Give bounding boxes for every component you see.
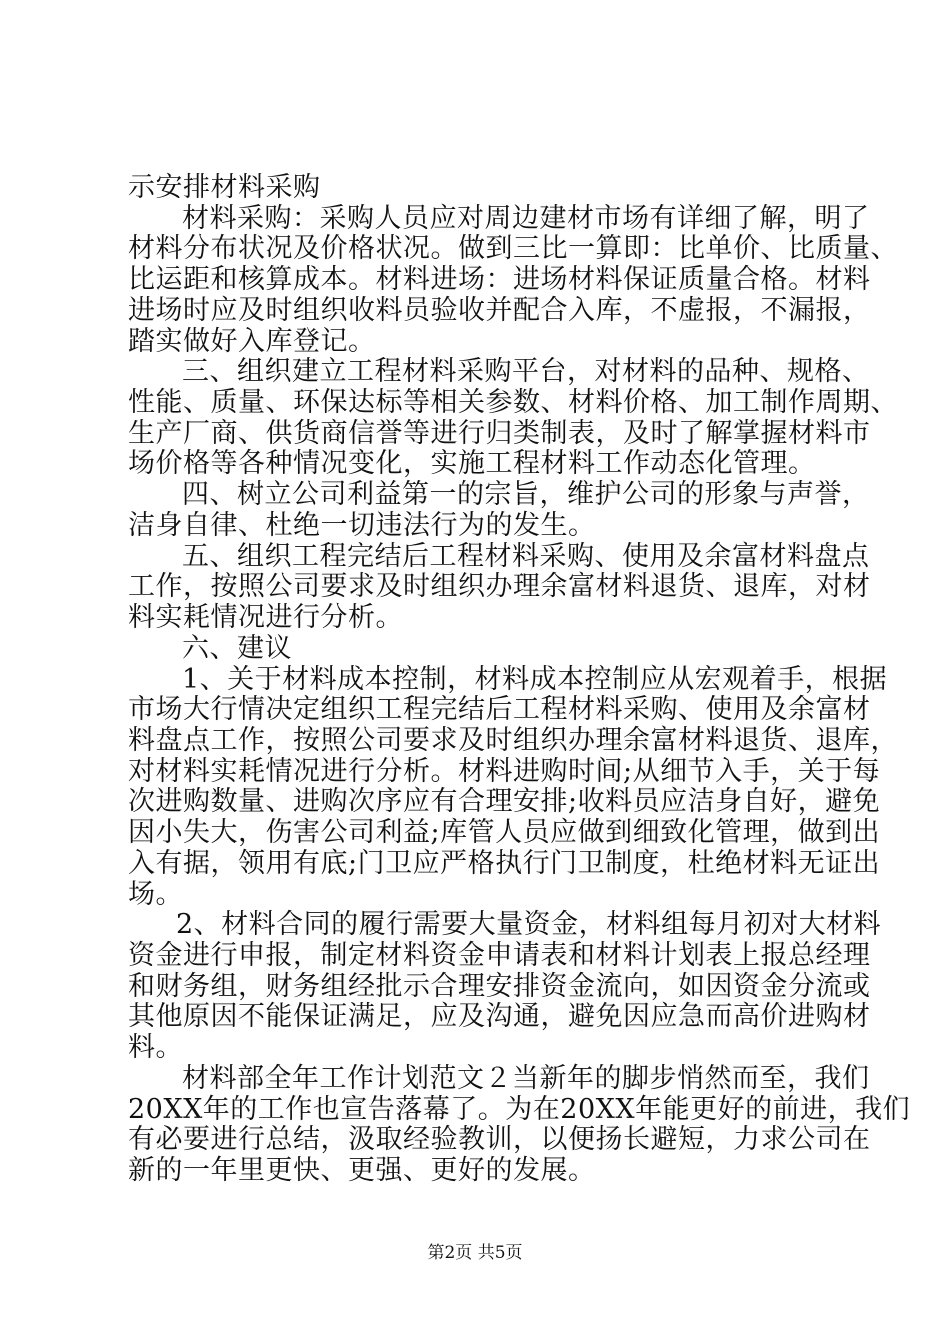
text-line: 五、组织工程完结后工程材料采购、使用及余富材料盘点: [182, 541, 870, 572]
text-line: 四、树立公司利益第一的宗旨，维护公司的形象与声誉，: [182, 479, 870, 510]
text-line: 材料部全年工作计划范文２当新年的脚步悄然而至，我们: [182, 1063, 870, 1094]
text-line: 生产厂商、供货商信誉等进行归类制表，及时了解掌握材料市: [128, 418, 871, 449]
text-line: 入有据，领用有底;门卫应严格执行门卫制度，杜绝材料无证出: [128, 848, 881, 879]
text-line: 新的一年里更快、更强、更好的发展。: [128, 1155, 596, 1186]
text-line: 因小失大，伤害公司利益;库管人员应做到细致化管理，做到出: [128, 817, 881, 848]
text-line: 对材料实耗情况进行分析。材料进购时间;从细节入手，关于每: [128, 756, 881, 787]
text-line: 示安排材料采购: [128, 172, 321, 203]
page-number-footer: 第2页 共5页: [427, 1243, 523, 1263]
text-line: 20XX年的工作也宣告落幕了。为在20XX年能更好的前进，我们: [128, 1094, 911, 1125]
text-line: 次进购数量、进购次序应有合理安排;收料员应洁身自好，避免: [128, 786, 881, 817]
text-line: 材料采购：采购人员应对周边建材市场有详细了解，明了: [182, 203, 870, 234]
text-line: 市场大行情决定组织工程完结后工程材料采购、使用及余富材: [128, 694, 871, 725]
text-line: 六、建议: [182, 633, 292, 664]
text-line: 料实耗情况进行分析。: [128, 602, 403, 633]
text-line: 有必要进行总结，汲取经验教训，以便扬长避短，力求公司在: [128, 1124, 871, 1155]
text-line: 比运距和核算成本。材料进场：进场材料保证质量合格。材料: [128, 264, 871, 295]
text-line: 踏实做好入库登记。: [128, 326, 376, 357]
text-line: 1、关于材料成本控制，材料成本控制应从宏观着手，根据: [182, 664, 888, 695]
text-line: 料。: [128, 1032, 183, 1063]
text-line: 场价格等各种情况变化，实施工程材料工作动态化管理。: [128, 448, 816, 479]
text-line: 进场时应及时组织收料员验收并配合入库，不虚报，不漏报，: [128, 295, 871, 326]
text-line: 材料分布状况及价格状况。做到三比一算即：比单价、比质量、: [128, 233, 898, 264]
text-line: 2、材料合同的履行需要大量资金，材料组每月初对大材料: [176, 909, 882, 940]
text-line: 和财务组，财务组经批示合理安排资金流向，如因资金分流或: [128, 971, 871, 1002]
text-line: 三、组织建立工程材料采购平台，对材料的品种、规格、: [182, 356, 870, 387]
text-line: 其他原因不能保证满足，应及沟通，避免因应急而高价进购材: [128, 1001, 871, 1032]
text-line: 场。: [128, 879, 183, 910]
text-line: 性能、质量、环保达标等相关参数、材料价格、加工制作周期、: [128, 387, 898, 418]
text-line: 工作，按照公司要求及时组织办理余富材料退货、退库，对材: [128, 571, 871, 602]
text-line: 料盘点工作，按照公司要求及时组织办理余富材料退货、退库，: [128, 725, 898, 756]
text-line: 资金进行申报，制定材料资金申请表和材料计划表上报总经理: [128, 940, 871, 971]
text-line: 洁身自律、杜绝一切违法行为的发生。: [128, 510, 596, 541]
